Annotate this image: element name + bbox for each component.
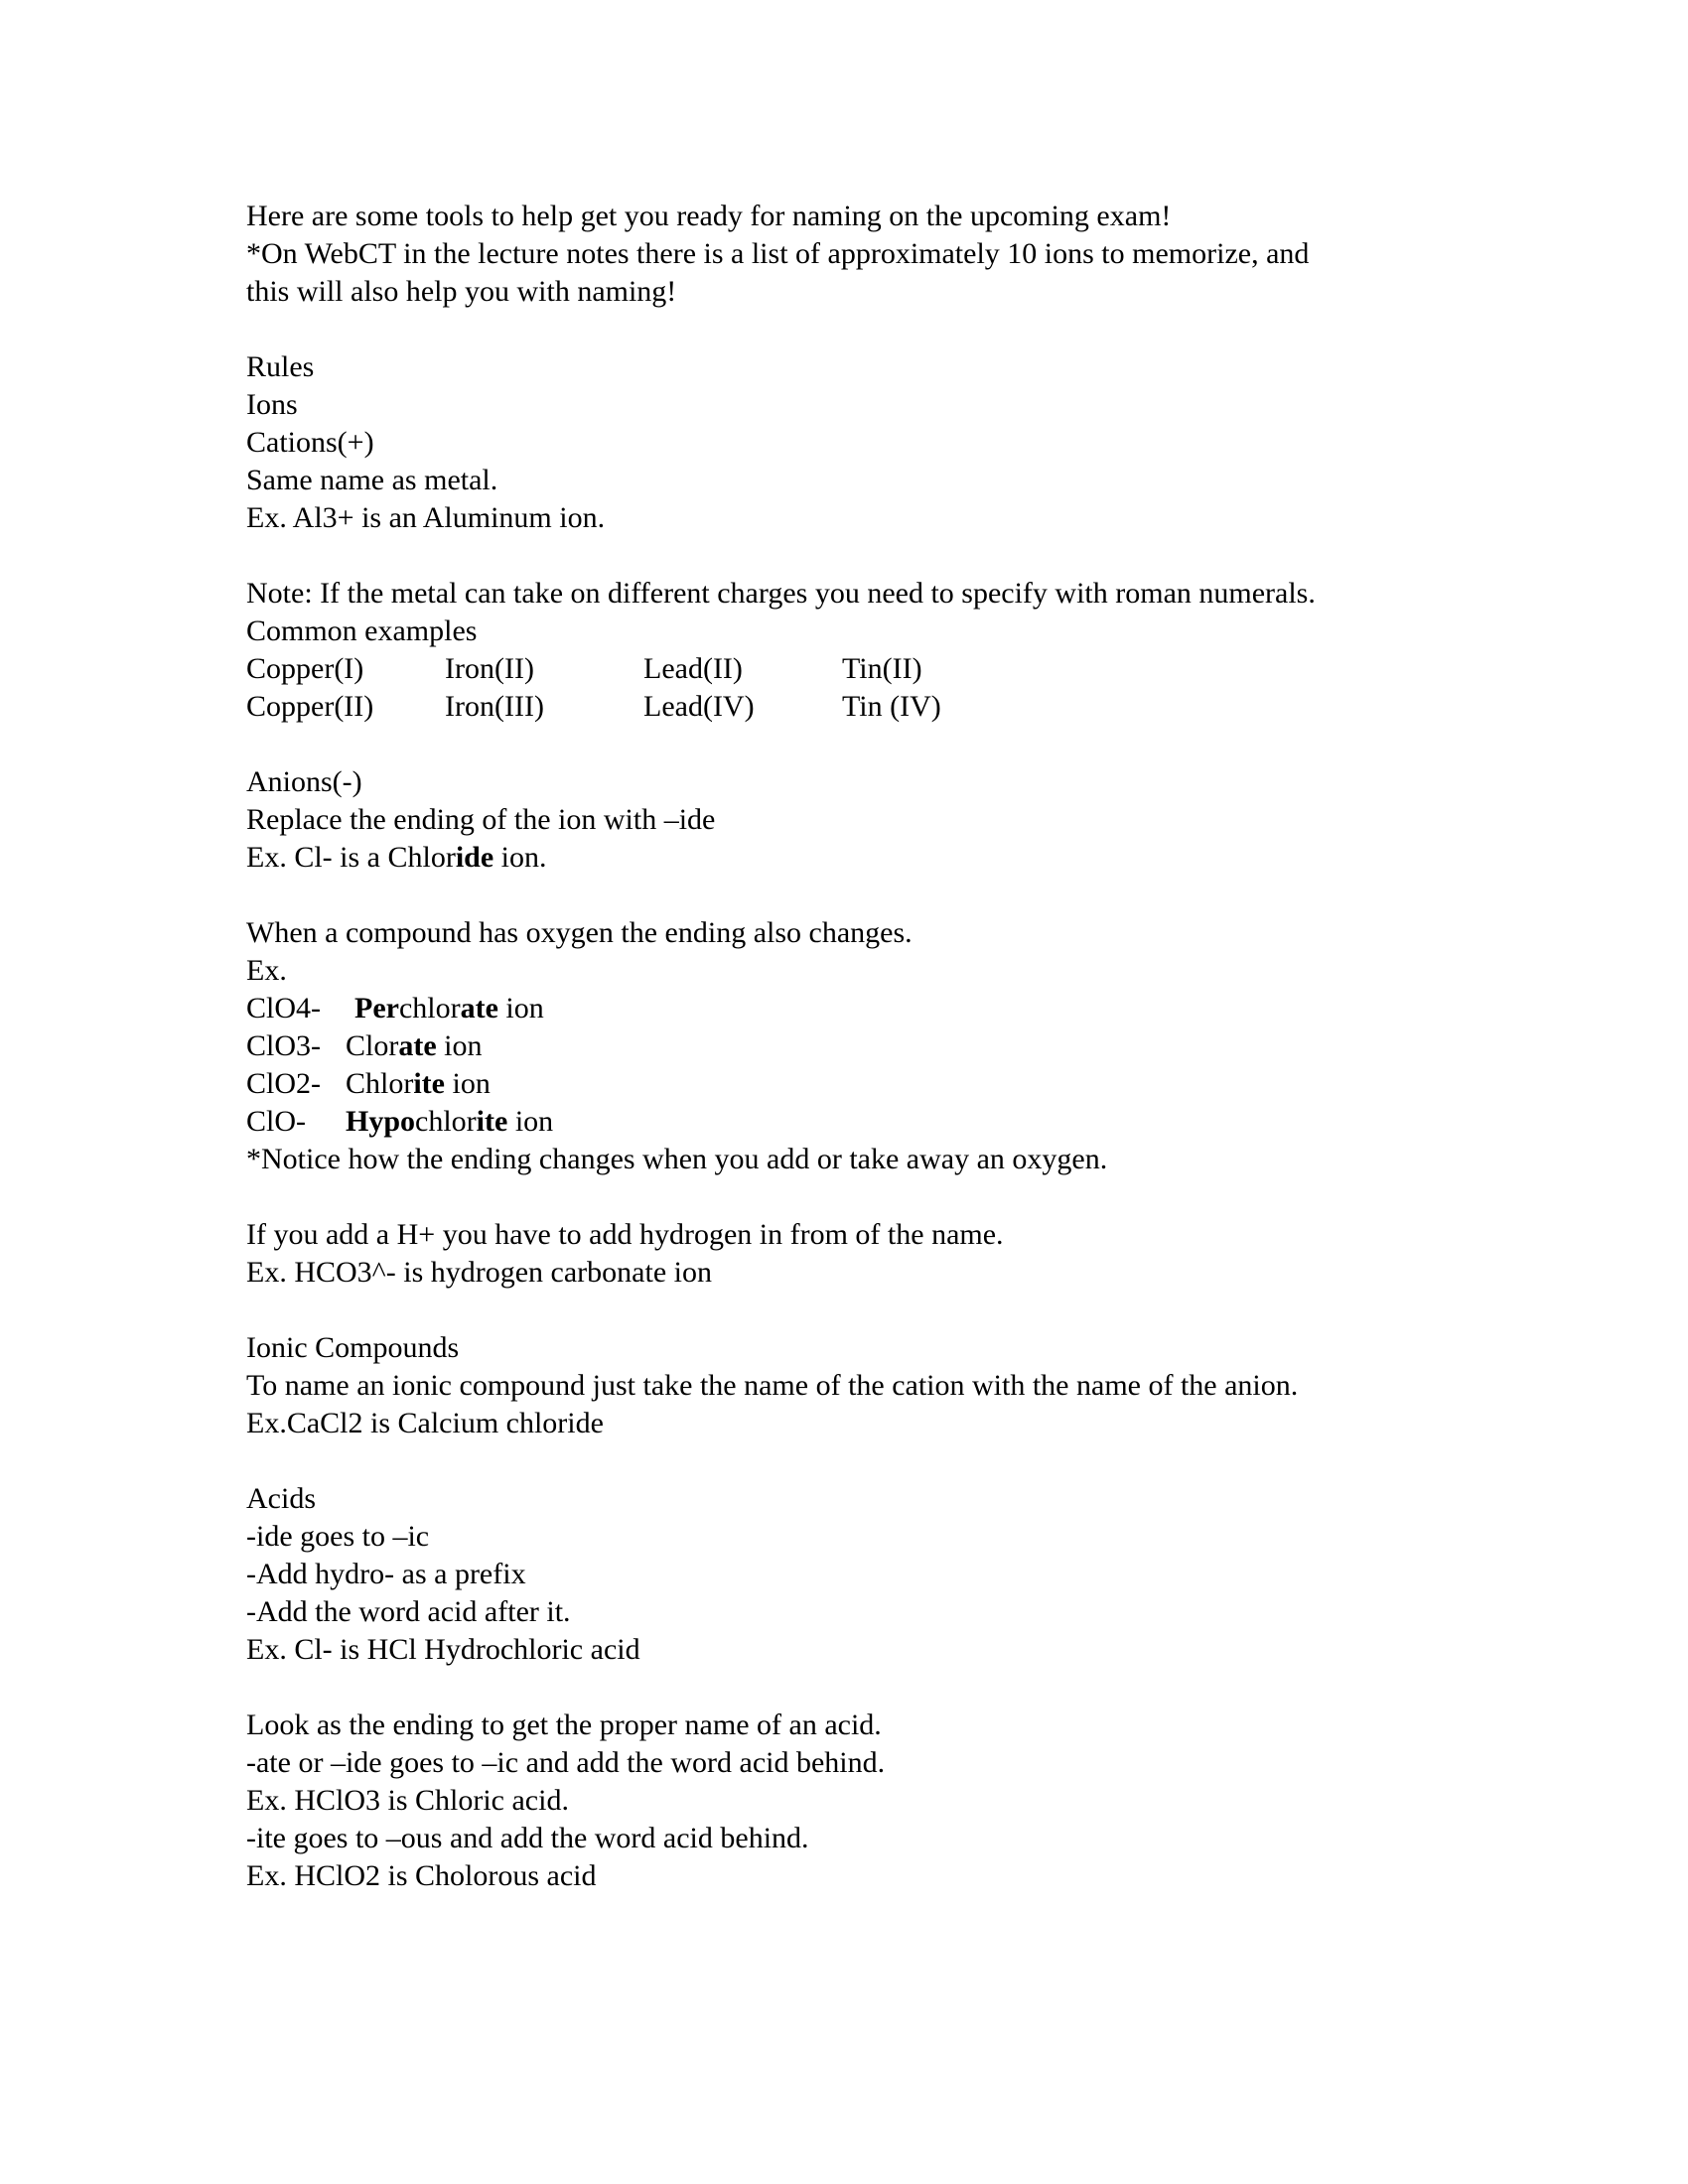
intro-line-3: this will also help you with naming! (246, 275, 677, 308)
spacer (246, 1178, 1497, 1216)
bold-part: Per (354, 992, 399, 1024)
anions-heading: Anions(-) (246, 765, 362, 798)
plain-part: ion (436, 1029, 483, 1062)
cations-heading: Cations(+) (246, 426, 374, 459)
spacer (246, 311, 1497, 348)
table-row (246, 688, 1497, 726)
bold-part: ate (398, 1029, 437, 1062)
ions-heading: Ions (246, 388, 298, 421)
plain-part: ion (444, 1067, 491, 1100)
table-cell: Copper(II) (246, 690, 374, 723)
oxyanion-formula: ClO- (246, 1105, 306, 1138)
anions-rule: Replace the ending of the ion with –ide (246, 803, 716, 836)
intro-line-2: *On WebCT in the lecture notes there is a list of approximately 10 ions to memorize, and (246, 237, 1310, 270)
oxygen-rule: When a compound has oxygen the ending also changes. (246, 916, 913, 949)
acid-endings-example-2: Ex. HClO2 is Cholorous acid (246, 1859, 597, 1892)
table-cell: Iron(III) (445, 690, 544, 723)
common-examples-heading: Common examples (246, 614, 478, 647)
oxyanion-formula: ClO3- (246, 1029, 321, 1062)
hydrogen-rule: If you add a H+ you have to add hydrogen in from of the name. (246, 1218, 1004, 1251)
spacer (246, 1292, 1497, 1329)
cations-rule: Same name as metal. (246, 464, 498, 496)
bold-part: ite (476, 1105, 508, 1138)
oxyanion-name (346, 1027, 483, 1065)
acid-endings-rule-1: -ate or –ide goes to –ic and add the word acid behind. (246, 1746, 886, 1779)
oxyanion-formula: ClO4- (246, 992, 321, 1024)
spacer (246, 726, 1497, 763)
plain-part: chlor (415, 1105, 477, 1138)
table-cell: Iron(II) (445, 652, 534, 685)
list-item (246, 1065, 1497, 1103)
oxyanion-name (346, 1103, 553, 1141)
oxygen-ex-label: Ex. (246, 954, 287, 987)
anions-example-suffix: ion. (493, 841, 547, 874)
table-cell: Tin (IV) (842, 690, 941, 723)
bold-part: ate (460, 992, 498, 1024)
plain-part: Clor (346, 1029, 399, 1062)
acids-example: Ex. Cl- is HCl Hydrochloric acid (246, 1633, 640, 1666)
acids-step-3: -Add the word acid after it. (246, 1595, 571, 1628)
anions-example (246, 839, 1497, 877)
acid-endings-intro: Look as the ending to get the proper name of an acid. (246, 1708, 882, 1741)
spacer (246, 537, 1497, 575)
rules-heading: Rules (246, 350, 315, 383)
list-item (246, 990, 1497, 1027)
oxyanion-name (346, 1065, 491, 1103)
list-item (246, 1103, 1497, 1141)
table-cell: Tin(II) (842, 652, 922, 685)
roman-numeral-note: Note: If the metal can take on different charges you need to specify with roman numerals. (246, 577, 1316, 610)
acids-step-2: -Add hydro- as a prefix (246, 1558, 526, 1590)
roman-numeral-examples-table (246, 650, 1497, 726)
table-cell: Lead(IV) (643, 690, 755, 723)
anions-example-prefix: Ex. Cl- is a Chlor (246, 841, 456, 874)
acid-endings-example-1: Ex. HClO3 is Chloric acid. (246, 1784, 569, 1817)
ionic-compounds-heading: Ionic Compounds (246, 1331, 460, 1364)
oxyanion-formula: ClO2- (246, 1067, 321, 1100)
table-cell: Lead(II) (643, 652, 743, 685)
hydrogen-example: Ex. HCO3^- is hydrogen carbonate ion (246, 1256, 712, 1289)
intro-line-1: Here are some tools to help get you ready for naming on the upcoming exam! (246, 200, 1172, 232)
oxyanion-name (346, 990, 544, 1027)
plain-part: Chlor (346, 1067, 414, 1100)
oxygen-notice: *Notice how the ending changes when you add or take away an oxygen. (246, 1143, 1108, 1175)
plain-part: ion (507, 1105, 554, 1138)
bold-part: ite (413, 1067, 445, 1100)
plain-part: ion (497, 992, 544, 1024)
anions-example-bold-ending: ide (455, 841, 494, 874)
spacer (246, 1442, 1497, 1480)
acids-step-1: -ide goes to –ic (246, 1520, 430, 1553)
table-row (246, 650, 1497, 688)
acids-heading: Acids (246, 1482, 316, 1515)
acid-endings-rule-2: -ite goes to –ous and add the word acid behind. (246, 1822, 809, 1854)
list-item (246, 1027, 1497, 1065)
ionic-compounds-rule: To name an ionic compound just take the name of the cation with the name of the anion. (246, 1369, 1299, 1402)
cations-example: Ex. Al3+ is an Aluminum ion. (246, 501, 606, 534)
document-page (246, 198, 1497, 1895)
plain-part: chlor (398, 992, 461, 1024)
spacer (246, 877, 1497, 914)
spacer (246, 1669, 1497, 1706)
oxyanion-list (246, 990, 1497, 1141)
ionic-compounds-example: Ex.CaCl2 is Calcium chloride (246, 1407, 604, 1439)
table-cell: Copper(I) (246, 652, 364, 685)
bold-part: Hypo (346, 1105, 416, 1138)
